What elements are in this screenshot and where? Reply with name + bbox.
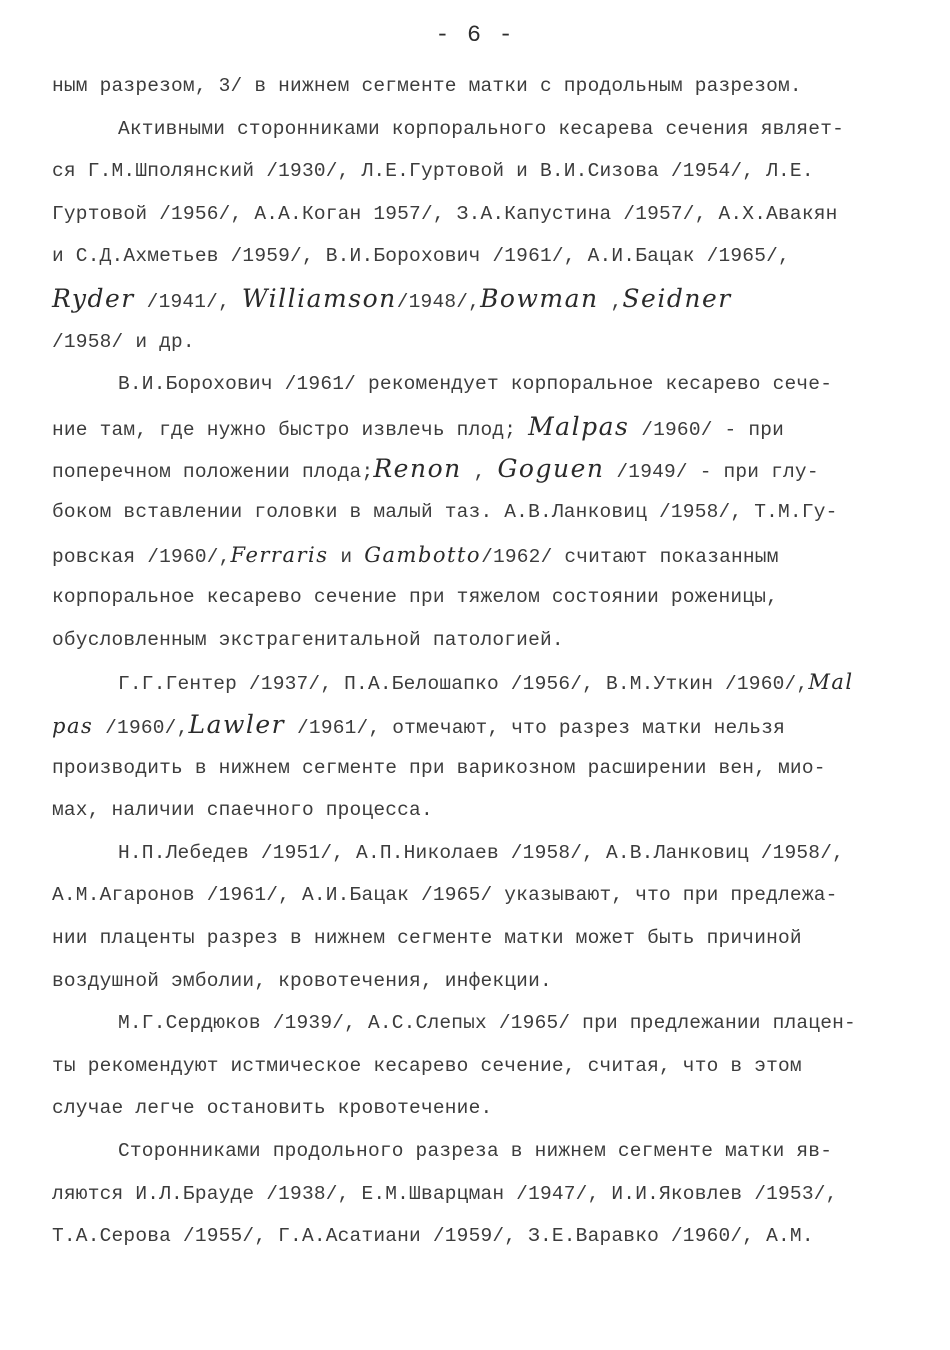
handwritten-name: Ferraris [230, 542, 329, 567]
text-line [52, 969, 552, 993]
text-line [118, 841, 844, 865]
typed-text: ние там, где нужно быстро извлечь плод; [52, 418, 529, 441]
text-line [52, 500, 838, 524]
handwritten-name: Mal [808, 670, 854, 695]
typed-text: поперечном положении плода; [52, 461, 374, 484]
handwritten-name: Goguen [497, 454, 605, 484]
typed-text: , [598, 291, 623, 313]
typed-text: Сторонниками продольного разреза в нижнем сегменте матки яв- [118, 1140, 833, 1162]
typed-text: /1941/, [134, 291, 242, 313]
typed-text: /1960/, [93, 717, 189, 739]
typed-text: ным разрезом, 3/ в нижнем сегменте матки с продольным разрезом. [52, 75, 802, 97]
handwritten-name: Renon [373, 454, 462, 484]
text-line [118, 1139, 832, 1163]
typed-text: боком вставлении головки в малый таз. А.В.Ланковиц /1958/, Т.М.Гу- [52, 501, 838, 523]
typed-text: мах, наличии спаечного процесса. [52, 799, 433, 822]
typed-text: случае легче остановить кровотечение. [52, 1097, 493, 1120]
text-line [52, 159, 814, 183]
text-line [52, 202, 838, 226]
text-line [52, 710, 786, 740]
typed-text: Активными сторонниками корпорального кесарева сечения являет- [118, 117, 845, 140]
typed-text: /1961/, отмечают, что разрез матки нельзя [285, 717, 786, 739]
typed-text: /1948/, [396, 291, 481, 313]
text-line [52, 454, 819, 484]
handwritten-name: pas [52, 714, 94, 738]
text-line [52, 628, 564, 652]
typed-text: обусловленным экстрагенитальной патологией. [52, 628, 564, 651]
typed-text: В.И.Борохович /1961/ рекомендует корпоральное кесарево сече- [118, 373, 833, 396]
typed-text: корпоральное кесарево сечение при тяжелом состоянии роженицы, [52, 586, 779, 609]
text-line [52, 1054, 802, 1078]
text-line [52, 883, 838, 907]
text-line [118, 117, 844, 141]
typed-text: нии плаценты разрез в нижнем сегменте матки может быть причиной [52, 927, 802, 949]
typed-text: и [328, 545, 365, 568]
handwritten-name: Bowman [480, 284, 599, 313]
text-line [52, 411, 785, 442]
typed-text: ровская /1960/, [52, 545, 231, 568]
typed-text: А.М.Агаронов /1961/, А.И.Бацак /1965/ указывают, что при предлежа- [52, 884, 838, 907]
typed-text: Гуртовой /1956/, А.А.Коган 1957/, З.А.Капустина /1957/, А.Х.Авакян [52, 202, 838, 225]
page-number: - 6 - [435, 22, 515, 48]
text-line [52, 244, 790, 268]
typed-text: /1962/ считают показанным [481, 545, 779, 568]
typed-text: , [461, 461, 498, 484]
text-line [52, 74, 802, 98]
typed-text: Т.А.Серова /1955/, Г.А.Асатиани /1959/, З.Е.Варавко /1960/, А.М. [52, 1225, 814, 1248]
text-line [52, 926, 802, 950]
handwritten-name: Ryder [52, 284, 135, 313]
typed-text: воздушной эмболии, кровотечения, инфекции. [52, 969, 552, 992]
handwritten-name: Williamson [241, 284, 397, 313]
text-line [118, 372, 832, 396]
typed-text: Г.Г.Гентер /1937/, П.А.Белошапко /1956/, В.М.Уткин /1960/, [118, 673, 809, 696]
text-line [52, 1224, 814, 1248]
typed-text: и С.Д.Ахметьев /1959/, В.И.Борохович /1961/, А.И.Бацак /1965/, [52, 245, 790, 268]
text-line [52, 798, 433, 822]
typed-text: /1958/ и др. [52, 330, 195, 353]
typed-text: производить в нижнем сегменте при варикозном расширении вен, мио- [52, 756, 826, 779]
text-line [52, 756, 826, 780]
text-line [118, 670, 854, 696]
typed-text: Н.П.Лебедев /1951/, А.П.Николаев /1958/, А.В.Ланковиц /1958/, [118, 841, 845, 864]
handwritten-name: Malpas [528, 411, 630, 441]
text-line [52, 1096, 492, 1120]
text-line [52, 543, 779, 569]
typed-text: ты рекомендуют истмическое кесарево сечение, считая, что в этом [52, 1054, 802, 1077]
typed-text: /1960/ - при [629, 418, 785, 441]
typed-text: ся Г.М.Шполянский /1930/, Л.Е.Гуртовой и В.И.Сизова /1954/, Л.Е. [52, 160, 814, 183]
typed-text: /1949/ - при глу- [604, 461, 819, 484]
typed-text: М.Г.Сердюков /1939/, А.С.Слепых /1965/ при предлежании плацен- [118, 1012, 856, 1035]
handwritten-name: Gambotto [364, 542, 482, 567]
text-line [52, 585, 778, 609]
text-line [52, 284, 732, 314]
handwritten-name: Lawler [188, 710, 286, 739]
handwritten-name: Seidner [622, 284, 732, 313]
text-line [52, 330, 195, 354]
typed-text: ляются И.Л.Брауде /1938/, Е.М.Шварцман /1947/, И.И.Яковлев /1953/, [52, 1182, 838, 1205]
text-line [118, 1011, 856, 1035]
text-line [52, 1182, 838, 1206]
